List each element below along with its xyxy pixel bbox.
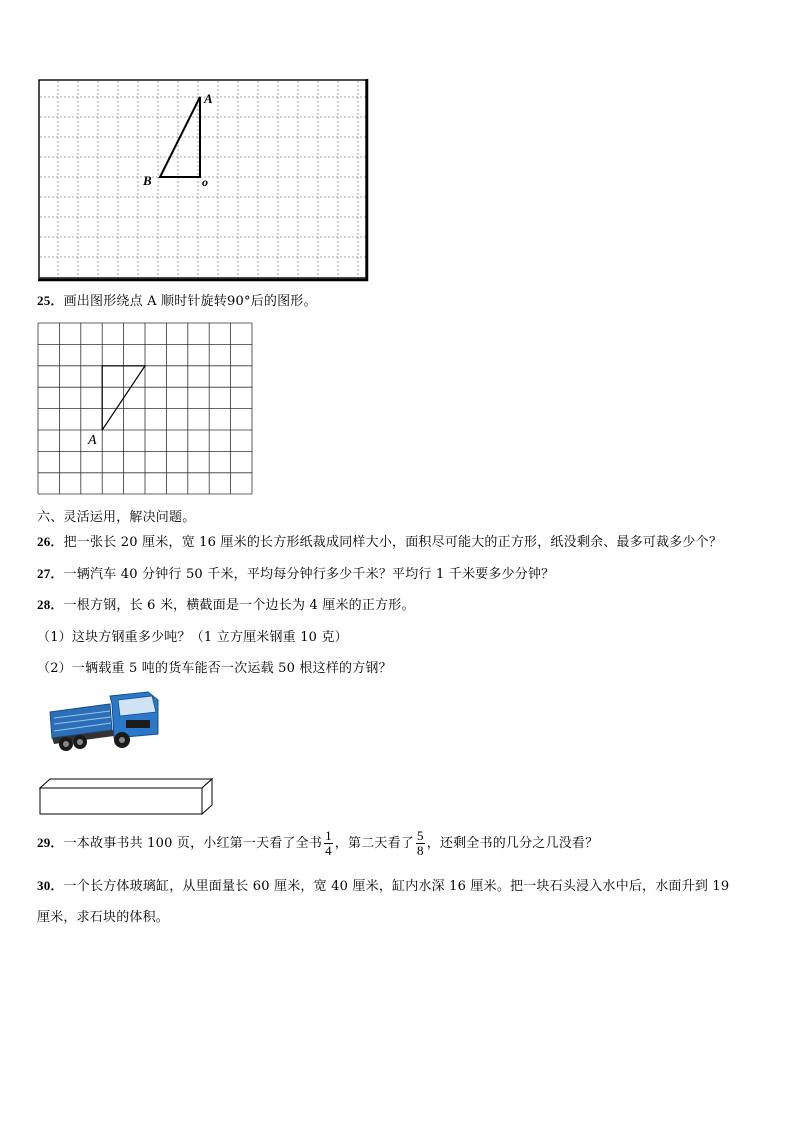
steel-bar-front (40, 788, 202, 814)
question-text: 画出图形绕点 A 顺时针旋转90°后的图形。 (63, 294, 317, 309)
question-28 (37, 594, 415, 613)
question-text: 一根方钢，长 6 米，横截面是一个边长为 4 厘米的正方形。 (63, 598, 415, 613)
question-number: 29． (37, 835, 64, 850)
question-text-part-3: ，还剩全书的几分之几没看？ (426, 836, 599, 851)
question-number: 27． (37, 566, 64, 581)
fraction-denominator: 4 (325, 843, 332, 858)
question-text: 一辆汽车 40 分钟行 50 千米，平均每分钟行多少千米？平均行 1 千米要多少分钟？ (63, 567, 555, 582)
question-number: 26． (37, 534, 64, 549)
truck-image (48, 690, 162, 756)
question-28-sub-2: （2）一辆载重 5 吨的货车能否一次运载 50 根这样的方钢？ (37, 661, 392, 676)
question-25 (37, 290, 317, 309)
fraction-numerator: 5 (417, 828, 424, 843)
question-number: 30． (37, 878, 64, 893)
steel-bar-figure (38, 776, 214, 816)
fraction-one-quarter (324, 829, 333, 858)
fraction-numerator: 1 (325, 828, 332, 843)
question-29 (37, 828, 598, 859)
fraction-denominator: 8 (417, 843, 424, 858)
question-number: 28． (37, 597, 64, 612)
label-point-a: A (88, 433, 97, 448)
label-b: B (143, 173, 152, 188)
section-6-heading: 六、灵活运用，解决问题。 (37, 510, 196, 525)
solid-grid (38, 323, 252, 494)
truck-windshield (118, 696, 156, 716)
question-number: 25． (37, 293, 64, 308)
grid-figure-rotation (37, 322, 255, 496)
question-30-line-2: 厘米，求石块的体积。 (37, 910, 170, 925)
question-28-sub-1: （1）这块方钢重多少吨？（1 立方厘米钢重 10 克） (37, 630, 348, 645)
label-o: o (202, 175, 208, 189)
steel-bar-top (40, 779, 212, 788)
label-a: A (204, 91, 213, 106)
question-text-line-1: 一个长方体玻璃缸，从里面量长 60 厘米，宽 40 厘米，缸内水深 16 厘米。把一块石头浸入水中后，水面升到 19 (63, 879, 730, 894)
truck-grille (126, 720, 150, 728)
question-text-part-1: 一本故事书共 100 页，小红第一天看了全书 (63, 836, 323, 851)
fraction-five-eighths (416, 829, 425, 858)
question-27 (37, 563, 554, 582)
question-text-part-2: ，第二天看了 (334, 836, 414, 851)
question-30 (37, 875, 729, 894)
grid-figure-triangle-abo (36, 77, 370, 283)
question-text: 把一张长 20 厘米，宽 16 厘米的长方形纸裁成同样大小，面积尽可能大的正方形，纸没剩余、最多可裁多少个？ (63, 535, 723, 550)
question-26 (37, 531, 722, 550)
